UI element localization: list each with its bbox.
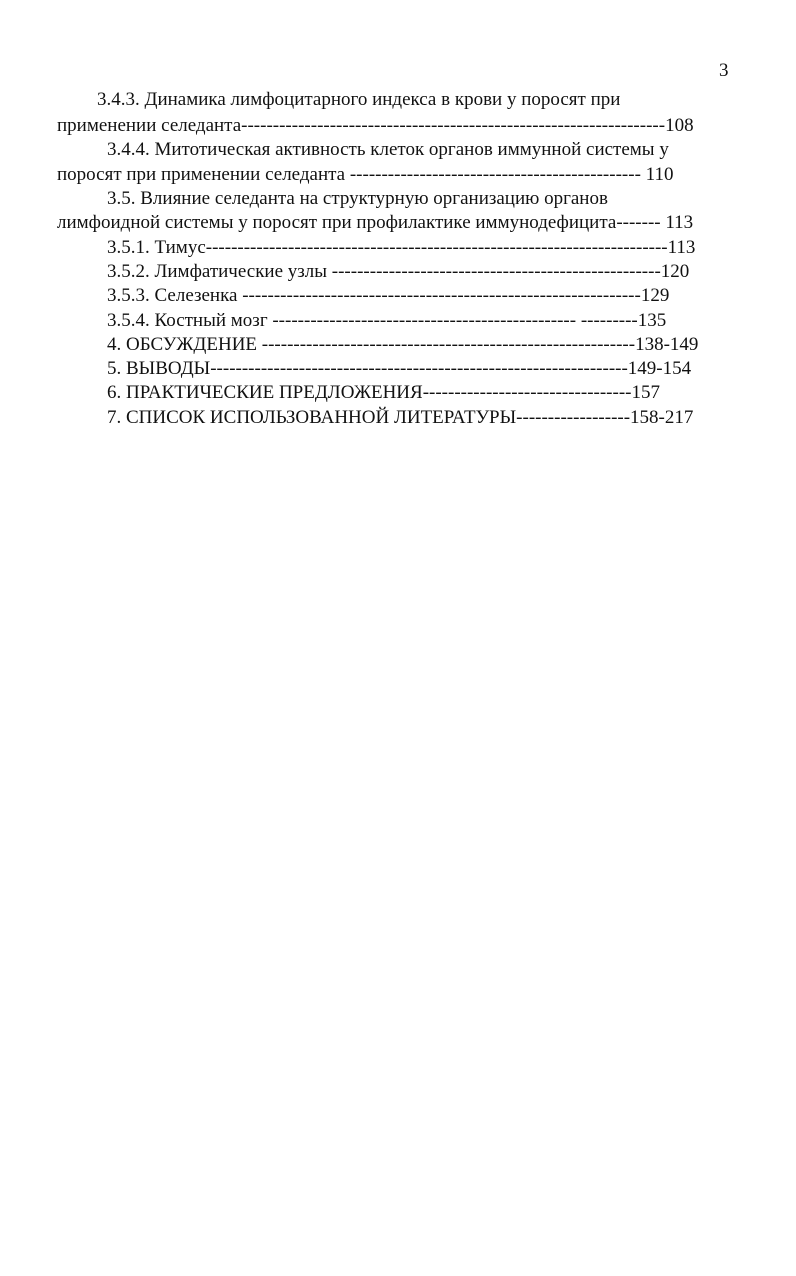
toc-entry-3-5-continuation: лимфоидной системы у поросят при профилактике иммунодефицита------- 113 [57,212,694,233]
toc-entry-3-5-title: 3.5. Влияние селеданта на структурную организацию органов [107,188,608,209]
page-number: 3 [719,60,729,81]
toc-entry-7: 7. СПИСОК ИСПОЛЬЗОВАННОЙ ЛИТЕРАТУРЫ------------------158-217 [107,407,694,428]
toc-entry-3-5-3: 3.5.3. Селезенка ---------------------------------------------------------------129 [107,285,670,306]
toc-entry-6: 6. ПРАКТИЧЕСКИЕ ПРЕДЛОЖЕНИЯ---------------------------------157 [107,382,660,403]
toc-entry-3-5-4: 3.5.4. Костный мозг ------------------------------------------------ ---------135 [107,310,667,331]
toc-entry-5: 5. ВЫВОДЫ------------------------------------------------------------------149-154 [107,358,692,379]
toc-entry-3-4-3-continuation: применении селеданта-------------------------------------------------------------------108 [57,115,694,136]
toc-entry-3-4-4-continuation: поросят при применении селеданта ---------------------------------------------- 110 [57,164,674,185]
toc-entry-3-5-1: 3.5.1. Тимус-------------------------------------------------------------------------113 [107,237,696,258]
toc-entry-3-4-3-title: 3.4.3. Динамика лимфоцитарного индекса в крови у поросят при [97,89,621,110]
toc-entry-3-4-4-title: 3.4.4. Митотическая активность клеток органов иммунной системы у [107,139,669,160]
toc-entry-4: 4. ОБСУЖДЕНИЕ -----------------------------------------------------------138-149 [107,334,699,355]
toc-entry-3-5-2: 3.5.2. Лимфатические узлы ----------------------------------------------------120 [107,261,690,282]
